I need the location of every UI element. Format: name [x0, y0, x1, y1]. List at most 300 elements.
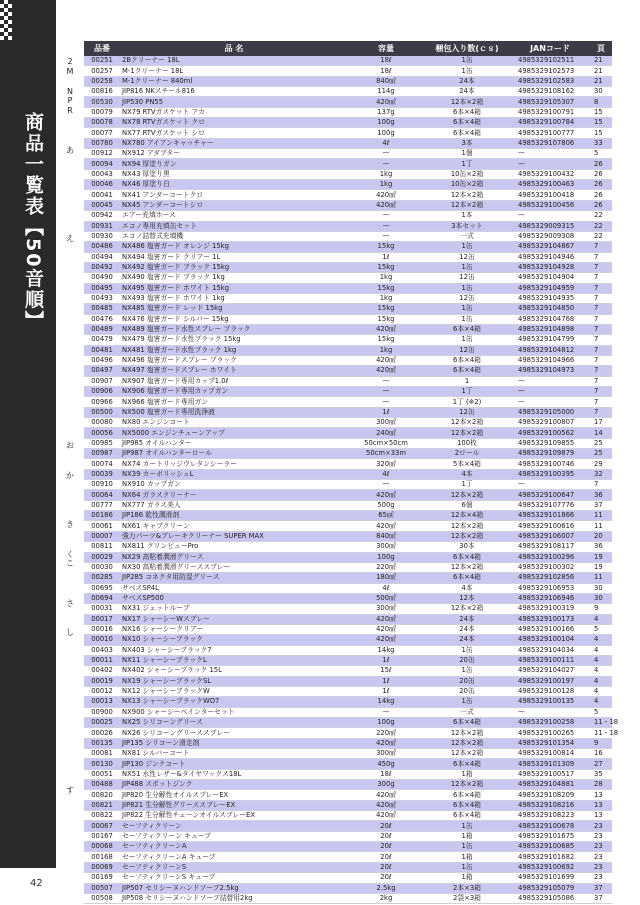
cell-page: 9 — [590, 604, 612, 614]
cell-capacity: 300㎖ — [348, 604, 424, 614]
cell-code: 00043 — [84, 169, 120, 179]
cell-code: 00077 — [84, 128, 120, 138]
cell-name: NX403 シャーシーブラック7 — [120, 645, 348, 655]
cell-jan: 4985329100166 — [510, 624, 590, 634]
cell-jan: 4985329106953 — [510, 583, 590, 593]
cell-capacity: 100g — [348, 552, 424, 562]
cell-code: 00029 — [84, 552, 120, 562]
cell-jan: 4985329102573 — [510, 66, 590, 76]
table-row — [84, 686, 612, 696]
cell-pack-qty: 6本×4箱 — [424, 552, 510, 562]
cell-name: セーフティクリーンA キューブ — [120, 852, 348, 862]
table-row — [84, 759, 612, 769]
table-row — [84, 87, 612, 97]
cell-jan: 4985329108209 — [510, 790, 590, 800]
cell-name: NX906 塩害ガード専用カップガン — [120, 387, 348, 397]
cell-page: 21 — [590, 66, 612, 76]
cell-pack-qty: 1缶 — [424, 335, 510, 345]
cell-capacity: 1ℓ — [348, 686, 424, 696]
cell-page: 26 — [590, 159, 612, 169]
cell-capacity: — — [348, 211, 424, 221]
cell-code: 00041 — [84, 190, 120, 200]
sidebar — [0, 0, 62, 868]
cell-code: 00039 — [84, 469, 120, 479]
table-row — [84, 262, 612, 272]
cell-code: 00481 — [84, 345, 120, 355]
cell-capacity: 1kg — [348, 169, 424, 179]
cell-pack-qty: 24本 — [424, 87, 510, 97]
cell-name: NX490 塩害ガード ブラック 1kg — [120, 273, 348, 283]
cell-name: NX46 厚塗り白 — [120, 180, 348, 190]
cell-page: 7 — [590, 283, 612, 293]
cell-capacity: — — [348, 221, 424, 231]
index-letter: か — [66, 470, 74, 480]
cell-jan: 4985329107776 — [510, 500, 590, 510]
table-row — [84, 469, 612, 479]
cell-capacity: 420㎖ — [348, 97, 424, 107]
cell-jan: 4985329102583 — [510, 76, 590, 86]
cell-code: 00489 — [84, 324, 120, 334]
cell-jan: 4985329100395 — [510, 469, 590, 479]
cell-page: 22 — [590, 211, 612, 221]
table-row — [84, 314, 612, 324]
cell-page: 26 — [590, 180, 612, 190]
cell-pack-qty: 12本×2箱 — [424, 418, 510, 428]
table-row — [84, 97, 612, 107]
cell-jan: 4985329100784 — [510, 118, 590, 128]
cell-code: 00492 — [84, 262, 120, 272]
cell-jan: 4985329104850 — [510, 304, 590, 314]
table-row — [84, 128, 612, 138]
cell-pack-qty: 20缶 — [424, 686, 510, 696]
cell-capacity: — — [348, 149, 424, 159]
cell-pack-qty: 6本×4箱 — [424, 366, 510, 376]
cell-jan: 4985329104959 — [510, 283, 590, 293]
cell-name: セーフティクリーン キューブ — [120, 831, 348, 841]
cell-jan: 4985329104881 — [510, 780, 590, 790]
cell-jan: 4985329100616 — [510, 521, 590, 531]
cell-pack-qty: 1缶 — [424, 242, 510, 252]
cell-name: NX497 塩害ガードスプレー ホワイト — [120, 366, 348, 376]
cell-name: NX12 シャーシーブラックW — [120, 686, 348, 696]
table-row — [84, 180, 612, 190]
table-row — [84, 593, 612, 603]
table-row — [84, 345, 612, 355]
cell-page: 7 — [590, 304, 612, 314]
cell-capacity: 300㎖ — [348, 749, 424, 759]
cell-jan: 4985329109855 — [510, 438, 590, 448]
cell-capacity: 1kg — [348, 345, 424, 355]
cell-code: 00479 — [84, 335, 120, 345]
cell-code: 00168 — [84, 852, 120, 862]
cell-page: 36 — [590, 490, 612, 500]
cell-code: 00258 — [84, 76, 120, 86]
cell-jan: 4985329104867 — [510, 242, 590, 252]
cell-capacity: 420㎖ — [348, 190, 424, 200]
cell-jan: 4985329102856 — [510, 573, 590, 583]
cell-pack-qty: 4本 — [424, 469, 510, 479]
cell-pack-qty: 1缶 — [424, 666, 510, 676]
cell-jan: 4985329104973 — [510, 366, 590, 376]
cell-code: 00777 — [84, 500, 120, 510]
cell-code: 00285 — [84, 573, 120, 583]
cell-page: 35 — [590, 769, 612, 779]
cell-code: 00494 — [84, 252, 120, 262]
cell-capacity: 100g — [348, 718, 424, 728]
cell-capacity: 500㎖ — [348, 593, 424, 603]
cell-page: 25 — [590, 449, 612, 459]
cell-code: 00910 — [84, 480, 120, 490]
cell-name: NX61 キャブクリーン — [120, 521, 348, 531]
cell-code: 00942 — [84, 211, 120, 221]
cell-jan: — — [510, 387, 590, 397]
cell-capacity: 2.5kg — [348, 883, 424, 893]
cell-pack-qty: 12本×2箱 — [424, 738, 510, 748]
table-row — [84, 376, 612, 386]
cell-page: 15 — [590, 107, 612, 117]
cell-jan: 4985329106007 — [510, 531, 590, 541]
cell-capacity: 300g — [348, 780, 424, 790]
index-letter: え — [66, 234, 74, 244]
cell-jan: 4985329100517 — [510, 769, 590, 779]
cell-pack-qty: 1丁 — [424, 159, 510, 169]
cell-pack-qty: 1缶 — [424, 262, 510, 272]
table-row — [84, 604, 612, 614]
index-letter: こ — [66, 559, 74, 569]
cell-page: 7 — [590, 407, 612, 417]
table-row — [84, 780, 612, 790]
cell-code: 00402 — [84, 666, 120, 676]
cell-jan: 4985329100258 — [510, 718, 590, 728]
cell-jan: 4985329009308 — [510, 231, 590, 241]
cell-jan: 4985329105307 — [510, 97, 590, 107]
cell-name: NX907 塩害ガード専用カップ1.0ℓ — [120, 376, 348, 386]
table-row — [84, 728, 612, 738]
cell-code: 00081 — [84, 749, 120, 759]
cell-jan: 4985329101866 — [510, 511, 590, 521]
cell-pack-qty: 6本×4箱 — [424, 107, 510, 117]
cell-capacity: 18ℓ — [348, 56, 424, 66]
cell-jan: 4985329100692 — [510, 862, 590, 872]
cell-pack-qty: 1本 — [424, 211, 510, 221]
cell-jan: 4985329100173 — [510, 614, 590, 624]
cell-name: JIP186 乾性潤滑剤 — [120, 511, 348, 521]
cell-name: JIP135 シリコーン滑走剤 — [120, 738, 348, 748]
table-row — [84, 355, 612, 365]
cell-jan: 4985329100807 — [510, 418, 590, 428]
cell-code: 00488 — [84, 780, 120, 790]
cell-pack-qty: 12本×2箱 — [424, 200, 510, 210]
cell-capacity: — — [348, 480, 424, 490]
table-row — [84, 821, 612, 831]
header-code: 品番 — [84, 41, 120, 56]
cell-pack-qty: 1缶 — [424, 645, 510, 655]
cell-pack-qty: 1缶 — [424, 821, 510, 831]
cell-page: 13 — [590, 811, 612, 821]
cell-pack-qty: 12本×4箱 — [424, 511, 510, 521]
index-letter: N — [67, 86, 73, 96]
table-row — [84, 397, 612, 407]
table-row — [84, 573, 612, 583]
cell-capacity: 420㎖ — [348, 324, 424, 334]
cell-code: 00025 — [84, 718, 120, 728]
cell-pack-qty: 1缶 — [424, 842, 510, 852]
cell-name: NX910 カップガン — [120, 480, 348, 490]
cell-capacity: 300㎖ — [348, 418, 424, 428]
cell-page: 5 — [590, 624, 612, 634]
cell-jan: 4985329100104 — [510, 635, 590, 645]
index-letter: お — [66, 441, 74, 451]
cell-name: 強力パーツ&ブレーキクリーナー SUPER MAX — [120, 531, 348, 541]
cell-name: NX492 塩害ガード ブラック 15kg — [120, 262, 348, 272]
cell-pack-qty: 100枚 — [424, 438, 510, 448]
product-table — [84, 41, 619, 904]
cell-code: 00026 — [84, 728, 120, 738]
cell-pack-qty: 1缶 — [424, 283, 510, 293]
cell-capacity: 420㎖ — [348, 355, 424, 365]
cell-page: 23 — [590, 873, 612, 883]
cell-pack-qty: 12本×2箱 — [424, 780, 510, 790]
cell-page: 11 — [590, 521, 612, 531]
cell-code: 00251 — [84, 56, 120, 66]
table-row — [84, 407, 612, 417]
cell-capacity: 420㎖ — [348, 624, 424, 634]
table-row — [84, 211, 612, 221]
cell-name: NX777 ガラス美人 — [120, 500, 348, 510]
cell-page: 21 — [590, 76, 612, 86]
cell-pack-qty: 6本×4箱 — [424, 573, 510, 583]
table-row — [84, 645, 612, 655]
cell-page: 36 — [590, 542, 612, 552]
cell-name: JIP816 NKスチール816 — [120, 87, 348, 97]
cell-jan: 4985329100463 — [510, 180, 590, 190]
cell-capacity: — — [348, 397, 424, 407]
cell-jan: 4985329100562 — [510, 428, 590, 438]
cell-jan: 4985329104904 — [510, 273, 590, 283]
cell-jan: 4985329101699 — [510, 873, 590, 883]
table-row — [84, 273, 612, 283]
table-row — [84, 614, 612, 624]
cell-code: 00695 — [84, 583, 120, 593]
cell-code: 00135 — [84, 738, 120, 748]
cell-pack-qty: 3本 — [424, 138, 510, 148]
cell-capacity: 420㎖ — [348, 738, 424, 748]
cell-page: 33 — [590, 138, 612, 148]
cell-pack-qty: 6本×4箱 — [424, 718, 510, 728]
cell-jan: 4985329100814 — [510, 749, 590, 759]
table-row — [84, 118, 612, 128]
cell-name: NX30 高粘着潤滑グリーススプレー — [120, 562, 348, 572]
cell-page: 4 — [590, 697, 612, 707]
cell-page: 13 — [590, 800, 612, 810]
table-row — [84, 252, 612, 262]
cell-code: 00912 — [84, 149, 120, 159]
cell-jan: 4985329105079 — [510, 883, 590, 893]
cell-name: JIP822 生分解性チェーンオイルスプレーEX — [120, 811, 348, 821]
table-row — [84, 749, 612, 759]
cell-pack-qty: 24本 — [424, 614, 510, 624]
table-row — [84, 169, 612, 179]
table-row — [84, 511, 612, 521]
cell-name: JIP821 生分解性グリーススプレーEX — [120, 800, 348, 810]
table-row — [84, 583, 612, 593]
cell-name: NX77 RTVガスケット シロ — [120, 128, 348, 138]
cell-jan: 4985329100111 — [510, 655, 590, 665]
cell-code: 00186 — [84, 511, 120, 521]
cell-jan: — — [510, 159, 590, 169]
cell-name: NX25 シリコーングリース — [120, 718, 348, 728]
table-row — [84, 655, 612, 665]
cell-name: NX900 シャーシーペインターセット — [120, 707, 348, 717]
cell-capacity: 20ℓ — [348, 842, 424, 852]
cell-page: 5 — [590, 707, 612, 717]
cell-name: エコノ詰替式充填機 — [120, 231, 348, 241]
table-row — [84, 666, 612, 676]
cell-capacity: 500g — [348, 500, 424, 510]
cell-capacity: 240㎖ — [348, 428, 424, 438]
cell-jan: — — [510, 480, 590, 490]
cell-name: セーフティクリーンA — [120, 842, 348, 852]
cell-page: 11・18 — [590, 728, 612, 738]
cell-page: 30 — [590, 593, 612, 603]
cell-code: 00064 — [84, 490, 120, 500]
cell-jan: 4985329101675 — [510, 831, 590, 841]
cell-page: 7 — [590, 293, 612, 303]
header-name: 品 名 — [120, 41, 348, 56]
cell-jan: — — [510, 707, 590, 717]
cell-code: 00007 — [84, 531, 120, 541]
cell-name: NX74 カートリッジウレタンシーラー — [120, 459, 348, 469]
cell-page: 26 — [590, 200, 612, 210]
cell-code: 00069 — [84, 862, 120, 872]
cell-name: NX500 塩害ガード専用洗浄液 — [120, 407, 348, 417]
cell-page: 22 — [590, 231, 612, 241]
cell-name: セーフティクリーン — [120, 821, 348, 831]
cell-capacity: 1ℓ — [348, 655, 424, 665]
cell-capacity: 1kg — [348, 293, 424, 303]
cell-page: 7 — [590, 324, 612, 334]
cell-jan: 4985329100418 — [510, 190, 590, 200]
cell-page: 19 — [590, 562, 612, 572]
cell-code: 00078 — [84, 118, 120, 128]
cell-pack-qty: 1箱 — [424, 769, 510, 779]
cell-jan: 4985329102511 — [510, 56, 590, 66]
cell-jan: 4985329100791 — [510, 107, 590, 117]
cell-code: 00067 — [84, 821, 120, 831]
cell-jan: 4985329105086 — [510, 893, 590, 903]
cell-page: 21 — [590, 56, 612, 66]
cell-pack-qty: 20缶 — [424, 676, 510, 686]
cell-name: NX81 シルバーコート — [120, 749, 348, 759]
cell-code: 00490 — [84, 273, 120, 283]
cell-code: 00822 — [84, 811, 120, 821]
cell-capacity: 4ℓ — [348, 469, 424, 479]
cell-page: 7 — [590, 335, 612, 345]
cell-name: NX39 カーボリッシュL — [120, 469, 348, 479]
cell-code: 00080 — [84, 418, 120, 428]
cell-code: 00051 — [84, 769, 120, 779]
cell-name: JIP488 スポットジンク — [120, 780, 348, 790]
table-row — [84, 531, 612, 541]
cell-name: NX912 アダプター — [120, 149, 348, 159]
cell-capacity: 15kg — [348, 283, 424, 293]
cell-capacity: 420㎖ — [348, 614, 424, 624]
cell-pack-qty: 12缶 — [424, 252, 510, 262]
cell-jan: 4985329104928 — [510, 262, 590, 272]
cell-name: NX494 塩害ガード クリアー 1L — [120, 252, 348, 262]
cell-pack-qty: 2ロール — [424, 449, 510, 459]
cell-code: 00485 — [84, 304, 120, 314]
table-row — [84, 335, 612, 345]
cell-code: 00820 — [84, 790, 120, 800]
cell-name: NX41 アンダーコートクロ — [120, 190, 348, 200]
cell-capacity: 220㎖ — [348, 728, 424, 738]
cell-jan: — — [510, 149, 590, 159]
cell-jan: 4985329100296 — [510, 552, 590, 562]
cell-capacity: — — [348, 159, 424, 169]
cell-capacity: 420㎖ — [348, 811, 424, 821]
cell-pack-qty: 1缶 — [424, 56, 510, 66]
cell-name: NX402 シャーシーブラック 15L — [120, 666, 348, 676]
table-row — [84, 790, 612, 800]
cell-pack-qty: 24本 — [424, 76, 510, 86]
table-row — [84, 883, 612, 893]
cell-name: NX780 アイアンキャッチャー — [120, 138, 348, 148]
cell-code: 00496 — [84, 355, 120, 365]
cell-pack-qty: 12本×2箱 — [424, 521, 510, 531]
cell-pack-qty: 1缶 — [424, 862, 510, 872]
cell-page: 11・18 — [590, 718, 612, 728]
cell-name: セーフティクリーンS キューブ — [120, 873, 348, 883]
cell-code: 00486 — [84, 242, 120, 252]
table-row — [84, 800, 612, 810]
cell-page: 26 — [590, 169, 612, 179]
cell-capacity: 1kg — [348, 273, 424, 283]
cell-page: 7 — [590, 262, 612, 272]
cell-code: 00257 — [84, 66, 120, 76]
cell-name: JIP530 PN55 — [120, 97, 348, 107]
cell-pack-qty: 一式 — [424, 707, 510, 717]
cell-page: 4 — [590, 645, 612, 655]
cell-capacity: 1ℓ — [348, 676, 424, 686]
cell-code: 00495 — [84, 283, 120, 293]
table-row — [84, 149, 612, 159]
cell-jan: 4985329105000 — [510, 407, 590, 417]
cell-name: NX495 塩害ガード ホワイト 15kg — [120, 283, 348, 293]
table-row — [84, 707, 612, 717]
table-row — [84, 449, 612, 459]
index-letter: し — [66, 628, 74, 638]
cell-name: NX78 RTVガスケット クロ — [120, 118, 348, 128]
cell-name: NX43 厚塗り黒 — [120, 169, 348, 179]
cell-capacity: 114g — [348, 87, 424, 97]
cell-capacity: — — [348, 376, 424, 386]
cell-pack-qty: 6本×4箱 — [424, 790, 510, 800]
cell-capacity: — — [348, 707, 424, 717]
cell-name: NX485 塩害ガード レッド 15kg — [120, 304, 348, 314]
header-page: 頁 — [590, 41, 612, 56]
cell-pack-qty: 12本×2箱 — [424, 428, 510, 438]
cell-code: 00816 — [84, 87, 120, 97]
cell-name: エアー充填ホース — [120, 211, 348, 221]
cell-capacity: 4ℓ — [348, 583, 424, 593]
cell-capacity: 840㎖ — [348, 76, 424, 86]
table-row — [84, 862, 612, 872]
cell-pack-qty: 6本×4箱 — [424, 811, 510, 821]
cell-capacity: 20ℓ — [348, 821, 424, 831]
cell-capacity: 300㎖ — [348, 542, 424, 552]
cell-code: 00907 — [84, 376, 120, 386]
